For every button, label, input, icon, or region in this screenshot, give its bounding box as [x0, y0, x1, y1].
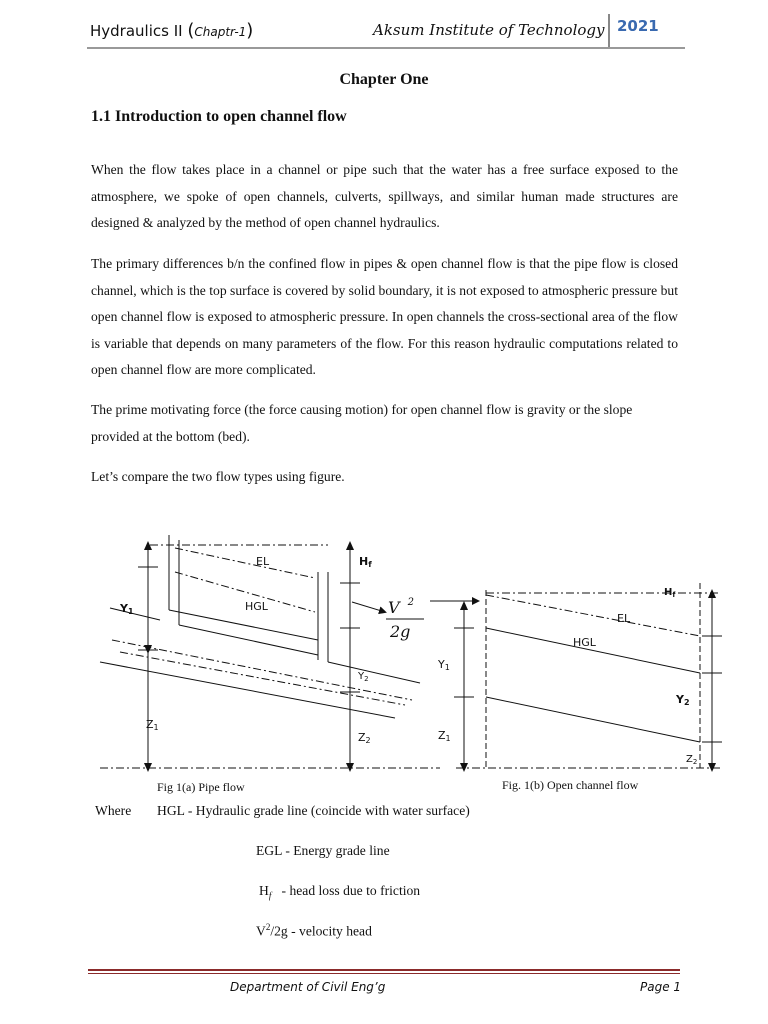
legend-hf-sub: f [268, 890, 272, 901]
open-hf-label: $H_f$ [664, 587, 676, 599]
legend-egl: EGL - Energy grade line [256, 843, 390, 858]
velocity-head-den: 2g [390, 622, 411, 641]
footer-rule-thin [88, 973, 680, 974]
open-y1-label: Y1 [438, 658, 450, 672]
caption-open-channel: Fig. 1(b) Open channel flow [502, 778, 639, 792]
header-institute: Aksum Institute of Technology [373, 21, 605, 39]
legend-hf-symbol: H [259, 883, 269, 898]
pipe-hgl-label: HGL [245, 600, 268, 613]
open-z2-label: $Z_2$ [686, 754, 698, 766]
paragraph-3: The prime motivating force (the force causing motion) for open channel flow is gravity or the slope provided at the bottom (bed). [91, 402, 633, 444]
chapter-ref: Chaptr-1 [194, 25, 247, 39]
pipe-z1-label: Z1 [146, 718, 159, 732]
open-hgl [486, 628, 700, 673]
legend-where: Where [95, 803, 132, 818]
legend-hf [259, 883, 420, 901]
header-year: 2021 [617, 17, 659, 35]
footer-department: Department of Civil Eng’g [230, 980, 386, 994]
legend-hgl: HGL - Hydraulic grade line (coincide with water surface) [157, 803, 470, 818]
open-el [486, 595, 700, 636]
pipe-bottom-2 [328, 662, 420, 683]
pipe-hf-label: Hf [359, 555, 372, 569]
paragraph-4: Let’s compare the two flow types using figure. [91, 469, 345, 484]
footer-rule-thick [88, 969, 680, 971]
pipe-bottom [100, 662, 395, 718]
pipe-y2-label: $Y_2$ [358, 671, 369, 683]
legend-v-text: /2g - velocity head [270, 923, 372, 939]
header-rule [87, 47, 685, 49]
pipe-crown [110, 608, 160, 620]
legend-velocity-head [256, 922, 372, 940]
paragraph-2: The primary differences b/n the confined flow in pipes & open channel flow is that the pipe flow is closed channel, which is the top surface is covered by solid boundary, it is not exposed to atmospheric pressure but open channel flow is exposed to atmospheric pressure. In open channels the cross-sectional area of the flow is variable that depends on many parameters of the flow. For this reason hydraulic computations related to open channel flow are more complicated. [91, 256, 678, 377]
pipe-y1-label: Y1 [120, 602, 134, 616]
flow-comparison-figure [0, 530, 768, 800]
chapter-paren-close: ) [246, 20, 254, 41]
velocity-arrow [352, 602, 385, 612]
paragraph-1: When the flow takes place in a channel or pipe such that the water has a free surface exposed to the atmosphere, we spoke of open channels, culverts, spillways, and similar human made structures are designed & analyzed by the method of open channel hydraulics. [91, 162, 678, 230]
pipe-center-line [112, 640, 412, 700]
legend-v-symbol: V [256, 923, 266, 939]
chapter-paren-open: ( [187, 20, 195, 41]
legend-v-sup: 2 [265, 922, 271, 932]
pipe-top [169, 610, 318, 640]
legend-hf-text: - head loss due to friction [271, 883, 421, 898]
header-divider [608, 14, 610, 48]
pipe-el-label: EL [256, 555, 270, 568]
el-slope-pipe [175, 548, 315, 578]
header-course [90, 20, 253, 41]
open-el-label: EL [617, 612, 631, 625]
chapter-title: Chapter One [339, 71, 429, 88]
pipe-top-inner [179, 625, 318, 655]
pipe-z2-label: Z2 [358, 731, 371, 745]
velocity-head-num: V $^2$ [388, 597, 414, 617]
caption-pipe-flow: Fig 1(a) Pipe flow [157, 780, 245, 794]
open-bed [486, 697, 700, 742]
open-hgl-label: HGL [573, 636, 596, 649]
course-title: Hydraulics II [90, 22, 183, 40]
open-z1-label: Z1 [438, 729, 451, 743]
footer-page-number: Page 1 [640, 980, 682, 994]
open-y2-label: Y2 [676, 693, 690, 707]
section-title: 1.1 Introduction to open channel flow [91, 108, 347, 125]
